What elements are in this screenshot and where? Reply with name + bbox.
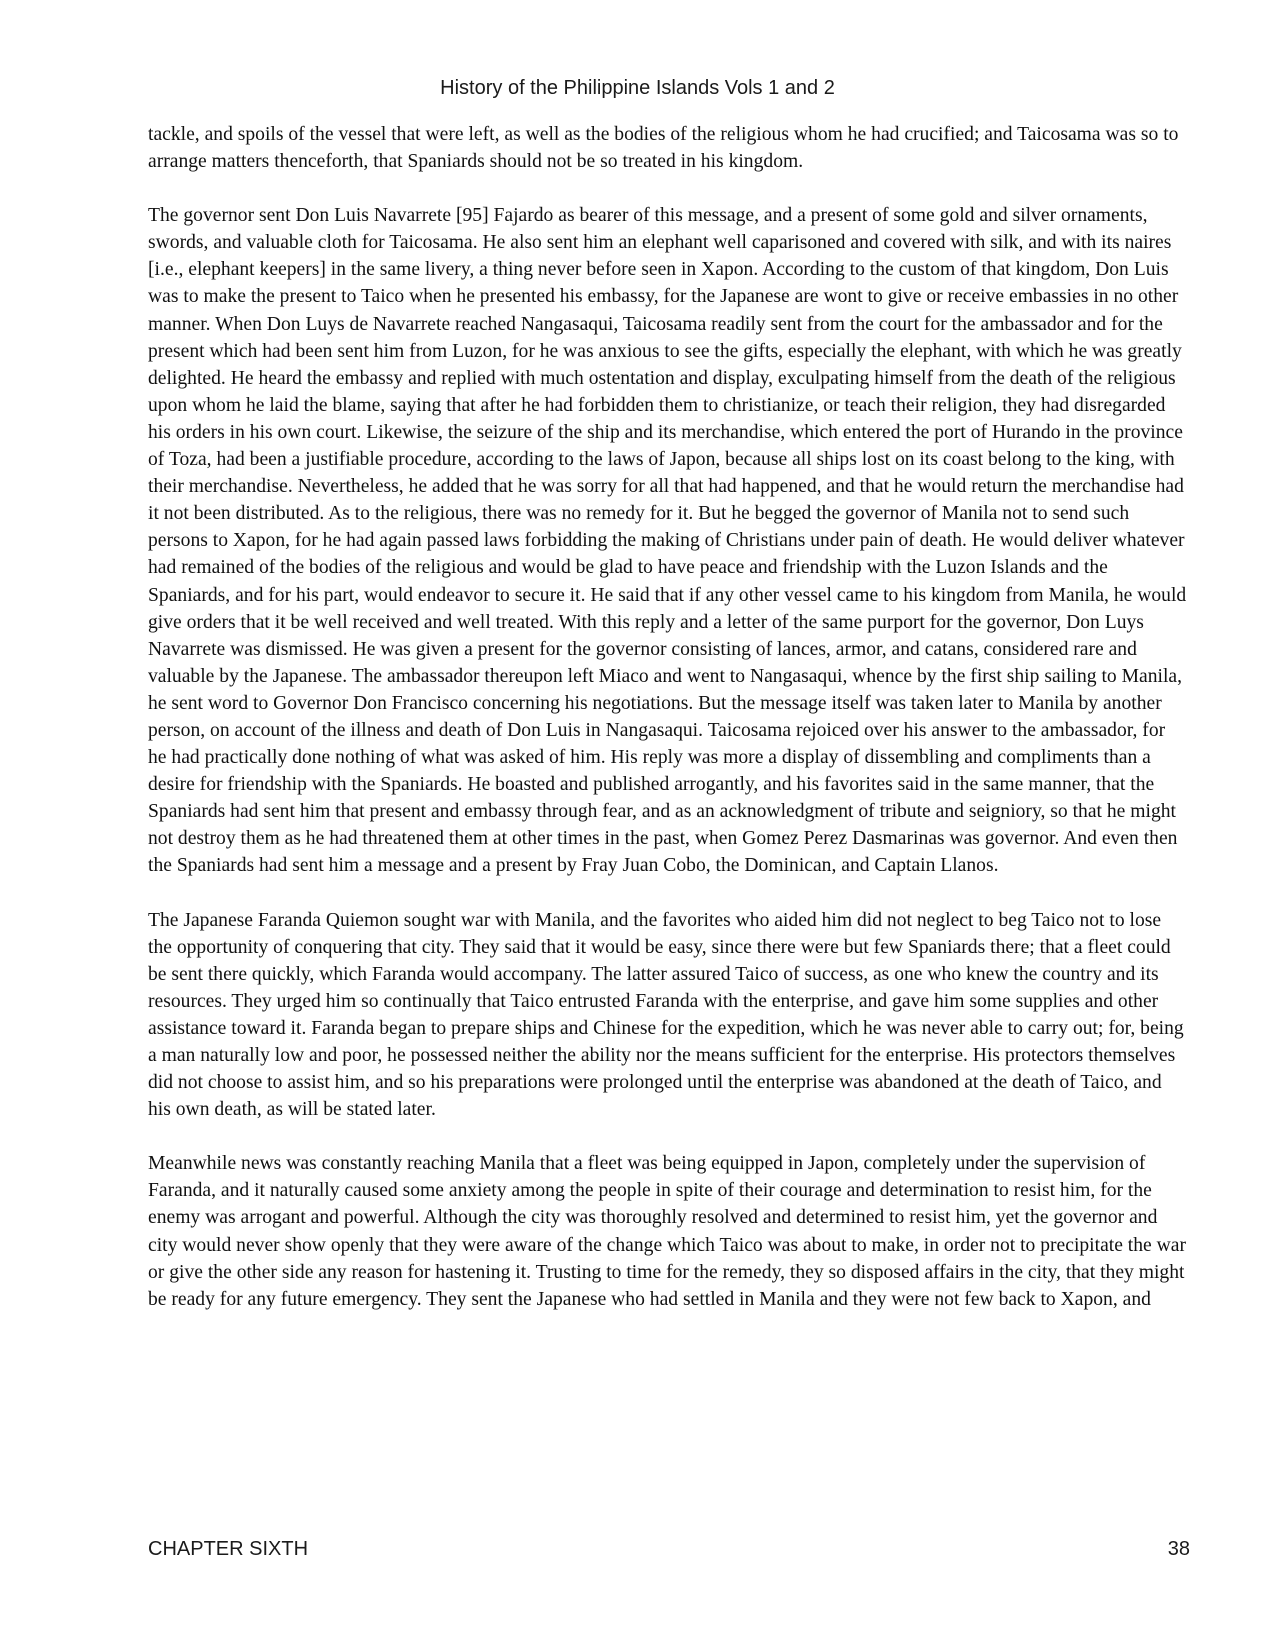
chapter-label: CHAPTER SIXTH [148, 1538, 309, 1560]
paragraph: The governor sent Don Luis Navarrete [95] Fajardo as bearer of this message, and a present of some gold and silver ornaments, swords, and valuable cloth for Taicosama. He also sent him an elephant well caparisoned and covered with silk, and with its naires [i.e., elephant keepers] in the same livery, a thing never before seen in Xapon. According to the custom of that kingdom, Don Luis was to make the present to Taico when he presented his embassy, for the Japanese are wont to give or receive embassies in no other manner. When Don Luys de Navarrete reached Nangasaqui, Taicosama readily sent from the court for the ambassador and for the present which had been sent him from Luzon, for he was anxious to see the gifts, especially the elephant, with which he was greatly delighted. He heard the embassy and replied with much ostentation and display, exculpating himself from the death of the religious upon whom he laid the blame, saying that after he had forbidden them to christianize, or teach their religion, they had disregarded his orders in his own court. Likewise, the seizure of the ship and its merchandise, which entered the port of Hurando in the province of Toza, had been a justifiable procedure, according to the laws of Japon, because all ships lost on its coast belong to the king, with their merchandise. Nevertheless, he added that he was sorry for all that had happened, and that he would return the merchandise had it not been distributed. As to the religious, there was no remedy for it. But he begged the governor of Manila not to send such persons to Xapon, for he had again passed laws forbidding the making of Christians under pain of death. He would deliver whatever had remained of the bodies of the religious and would be glad to have peace and friendship with the Luzon Islands and the Spaniards, and for his part, would endeavor to secure it. He said that if any other vessel came to his kingdom from Manila, he would give orders that it be well received and well treated. With this reply and a letter of the same purport for the governor, Don Luys Navarrete was dismissed. He was given a present for the governor consisting of lances, armor, and catans, considered rare and valuable by the Japanese. The ambassador thereupon left Miaco and went to Nangasaqui, whence by the first ship sailing to Manila, he sent word to Governor Don Francisco concerning his negotiations. But the message itself was taken later to Manila by another person, on account of the illness and death of Don Luis in Nangasaqui. Taicosama rejoiced over his answer to the ambassador, for he had practically done nothing of what was asked of him. His reply was more a display of dissembling and compliments than a desire for friendship with the Spaniards. He boasted and published arrogantly, and his favorites said in the same manner, that the Spaniards had sent him that present and embassy through fear, and as an acknowledgment of tribute and seigniory, so that he might not destroy them as he had threatened them at other times in the past, when Gomez Perez Dasmarinas was governor. And even then the Spaniards had sent him a message and a present by Fray Juan Cobo, the Dominican, and Captain Llanos. [148, 205, 1187, 877]
page-number: 38 [1167, 1538, 1190, 1560]
paragraph: Meanwhile news was constantly reaching Manila that a fleet was being equipped in Japon, completely under the supervision of Faranda, and it naturally caused some anxiety among the people in spite of their courage and determination to resist him, for the enemy was arrogant and powerful. Although the city was thoroughly resolved and determined to resist him, yet the governor and city would never show openly that they were aware of the change which Taico was about to make, in order not to precipitate the war or give the other side any reason for hastening it. Trusting to time for the remedy, they so disposed affairs in the city, that they might be ready for any future emergency. They sent the Japanese who had settled in Manila and they were not few back to Xapon, and [148, 1153, 1187, 1310]
paragraph: tackle, and spoils of the vessel that were left, as well as the bodies of the religious whom he had crucified; and Taicosama was so to arrange matters thenceforth, that Spaniards should not be so treated in his kingdom. [148, 124, 1179, 173]
running-head: History of the Philippine Islands Vols 1 and 2 [440, 77, 835, 99]
body-text [148, 121, 1188, 1313]
paragraph: The Japanese Faranda Quiemon sought war with Manila, and the favorites who aided him did not neglect to beg Taico not to lose the opportunity of conquering that city. They said that it would be easy, since there were but few Spaniards there; that a fleet could be sent there quickly, which Faranda would accompany. The latter assured Taico of success, as one who knew the country and its resources. They urged him so continually that Taico entrusted Faranda with the enterprise, and gave him some supplies and other assistance toward it. Faranda began to prepare ships and Chinese for the expedition, which he was never able to carry out; for, being a man naturally low and poor, he possessed neither the ability nor the means sufficient for the enterprise. His protectors themselves did not choose to assist him, and so his preparations were prolonged until the enterprise was abandoned at the death of Taico, and his own death, as will be stated later. [148, 909, 1184, 1121]
